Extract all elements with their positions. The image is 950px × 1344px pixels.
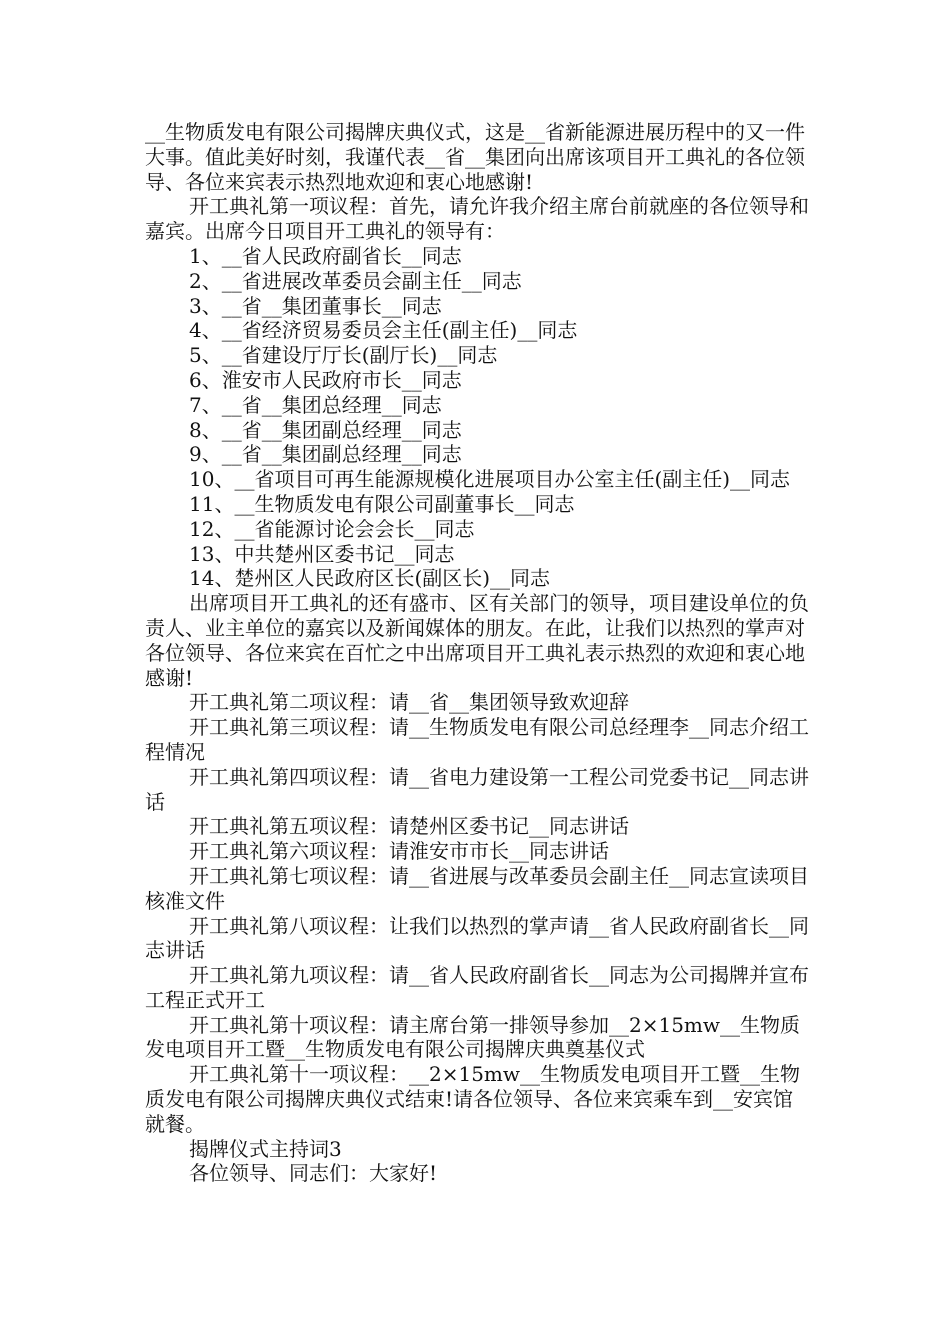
paragraph: 开工典礼第六项议程：请淮安市市长__同志讲话: [189, 839, 609, 864]
paragraph: 10、__省项目可再生能源规模化进展项目办公室主任(副主任)__同志: [189, 467, 791, 492]
paragraph: 12、__省能源讨论会会长__同志: [189, 516, 475, 541]
paragraph: 9、__省__集团副总经理__同志: [189, 442, 462, 467]
paragraph: 13、中共楚州区委书记__同志: [189, 541, 455, 566]
paragraph: 开工典礼第十项议程：请主席台第一排领导参加__2×15mw__生物质发电项目开工暨__生物质发电有限公司揭牌庆典奠基仪式: [145, 1012, 801, 1062]
paragraph: 出席项目开工典礼的还有盛市、区有关部门的领导，项目建设单位的负责人、业主单位的嘉宾以及新闻媒体的朋友。在此，让我们以热烈的掌声对各位领导、各位来宾在百忙之中出席项目开工典礼表示热烈的欢迎和衷心地感谢!: [145, 591, 809, 690]
paragraph: 开工典礼第七项议程：请__省进展与改革委员会副主任__同志宣读项目核准文件: [145, 863, 809, 913]
paragraph: 6、淮安市人民政府市长__同志: [189, 367, 462, 392]
paragraph: 开工典礼第五项议程：请楚州区委书记__同志讲话: [189, 814, 629, 839]
paragraph: 各位领导、同志们：大家好!: [189, 1161, 438, 1186]
paragraph: 8、__省__集团副总经理__同志: [189, 417, 462, 442]
paragraph: __生物质发电有限公司揭牌庆典仪式，这是__省新能源进展历程中的又一件大事。值此美好时刻，我谨代表__省__集团向出席该项目开工典礼的各位领导、各位来宾表示热烈地欢迎和衷心地感谢!: [145, 120, 805, 194]
paragraph: 3、__省__集团董事长__同志: [189, 293, 442, 318]
paragraph: 11、__生物质发电有限公司副董事长__同志: [189, 491, 575, 516]
paragraph: 14、楚州区人民政府区长(副区长)__同志: [189, 566, 551, 591]
paragraph: 开工典礼第四项议程：请__省电力建设第一工程公司党委书记__同志讲话: [145, 764, 809, 814]
paragraph: 开工典礼第二项议程：请__省__集团领导致欢迎辞: [189, 690, 629, 715]
paragraph: 7、__省__集团总经理__同志: [189, 392, 442, 417]
paragraph: 开工典礼第三项议程：请__生物质发电有限公司总经理李__同志介绍工程情况: [145, 715, 809, 764]
paragraph: 5、__省建设厅厅长(副厅长)__同志: [189, 343, 498, 368]
paragraph: 开工典礼第一项议程：首先，请允许我介绍主席台前就座的各位领导和嘉宾。出席今日项目开工典礼的领导有：: [145, 194, 809, 244]
paragraph: 开工典礼第八项议程：让我们以热烈的掌声请__省人民政府副省长__同志讲话: [145, 913, 809, 963]
document-body: [145, 120, 810, 1186]
paragraph: 揭牌仪式主持词3: [189, 1136, 342, 1161]
paragraph: 开工典礼第十一项议程：__2×15mw__生物质发电项目开工暨__生物质发电有限公司揭牌庆典仪式结束!请各位领导、各位来宾乘车到__安宾馆就餐。: [145, 1062, 801, 1136]
paragraph: 2、__省进展改革委员会副主任__同志: [189, 268, 522, 293]
paragraph: 1、__省人民政府副省长__同志: [189, 243, 462, 268]
paragraph: 4、__省经济贸易委员会主任(副主任)__同志: [189, 318, 578, 343]
paragraph: 开工典礼第九项议程：请__省人民政府副省长__同志为公司揭牌并宣布工程正式开工: [145, 963, 809, 1012]
